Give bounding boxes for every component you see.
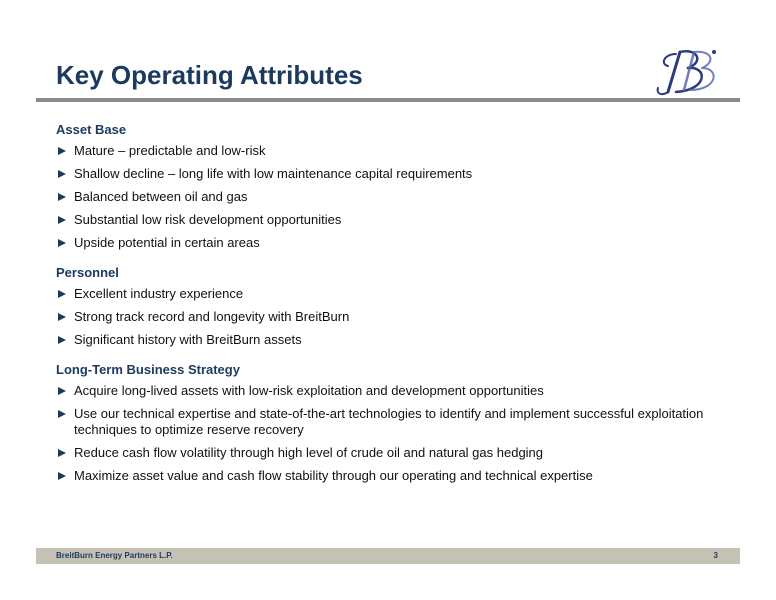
section <box>56 120 716 251</box>
bullet-item <box>56 406 716 438</box>
footer-bar <box>36 548 740 564</box>
triangle-right-icon <box>58 216 66 224</box>
triangle-right-icon <box>58 193 66 201</box>
bullet-text: Maximize asset value and cash flow stability through our operating and technical expertise <box>74 468 593 483</box>
triangle-right-icon <box>58 290 66 298</box>
bullet-text: Reduce cash flow volatility through high level of crude oil and natural gas hedging <box>74 445 544 460</box>
triangle-right-icon <box>58 410 66 418</box>
bullet-text: Balanced between oil and gas <box>74 189 248 204</box>
bullet-text: Shallow decline – long life with low maintenance capital requirements <box>74 166 473 181</box>
bullet-text: Upside potential in certain areas <box>74 235 260 250</box>
section-heading: Long-Term Business Strategy <box>56 362 240 377</box>
bullet-text: Mature – predictable and low-risk <box>74 143 266 158</box>
triangle-right-icon <box>58 313 66 321</box>
bullet-item <box>56 143 716 159</box>
bullet-item <box>56 332 716 348</box>
bullet-item <box>56 286 716 302</box>
section <box>56 263 716 348</box>
triangle-right-icon <box>58 472 66 480</box>
bullet-item <box>56 212 716 228</box>
footer-company-name: BreitBurn Energy Partners L.P. <box>56 551 173 560</box>
bullet-item <box>56 468 716 484</box>
section <box>56 360 716 484</box>
bullet-text: Strong track record and longevity with BreitBurn <box>74 309 350 324</box>
section-heading: Personnel <box>56 265 119 280</box>
bullet-text: Excellent industry experience <box>74 286 244 301</box>
title-divider <box>36 98 740 102</box>
triangle-right-icon <box>58 336 66 344</box>
bullet-item <box>56 166 716 182</box>
triangle-right-icon <box>58 239 66 247</box>
bullet-text: Acquire long-lived assets with low-risk exploitation and development opportunities <box>74 383 544 398</box>
triangle-right-icon <box>58 170 66 178</box>
bullet-item <box>56 445 716 461</box>
bullet-text: Substantial low risk development opportunities <box>74 212 342 227</box>
triangle-right-icon <box>58 387 66 395</box>
bullet-item <box>56 383 716 399</box>
bullet-text: Use our technical expertise and state-of-the-art technologies to identify and implement successful exploitation techniques to optimize reserve recovery <box>74 406 704 437</box>
page-number: 3 <box>713 551 718 560</box>
slide-body <box>56 120 716 496</box>
bullet-item <box>56 189 716 205</box>
section-heading: Asset Base <box>56 122 127 137</box>
triangle-right-icon <box>58 449 66 457</box>
bb-monogram-logo <box>654 44 724 98</box>
bullet-item <box>56 235 716 251</box>
triangle-right-icon <box>58 147 66 155</box>
bullet-item <box>56 309 716 325</box>
bullet-text: Significant history with BreitBurn assets <box>74 332 302 347</box>
page-title: Key Operating Attributes <box>56 60 363 90</box>
